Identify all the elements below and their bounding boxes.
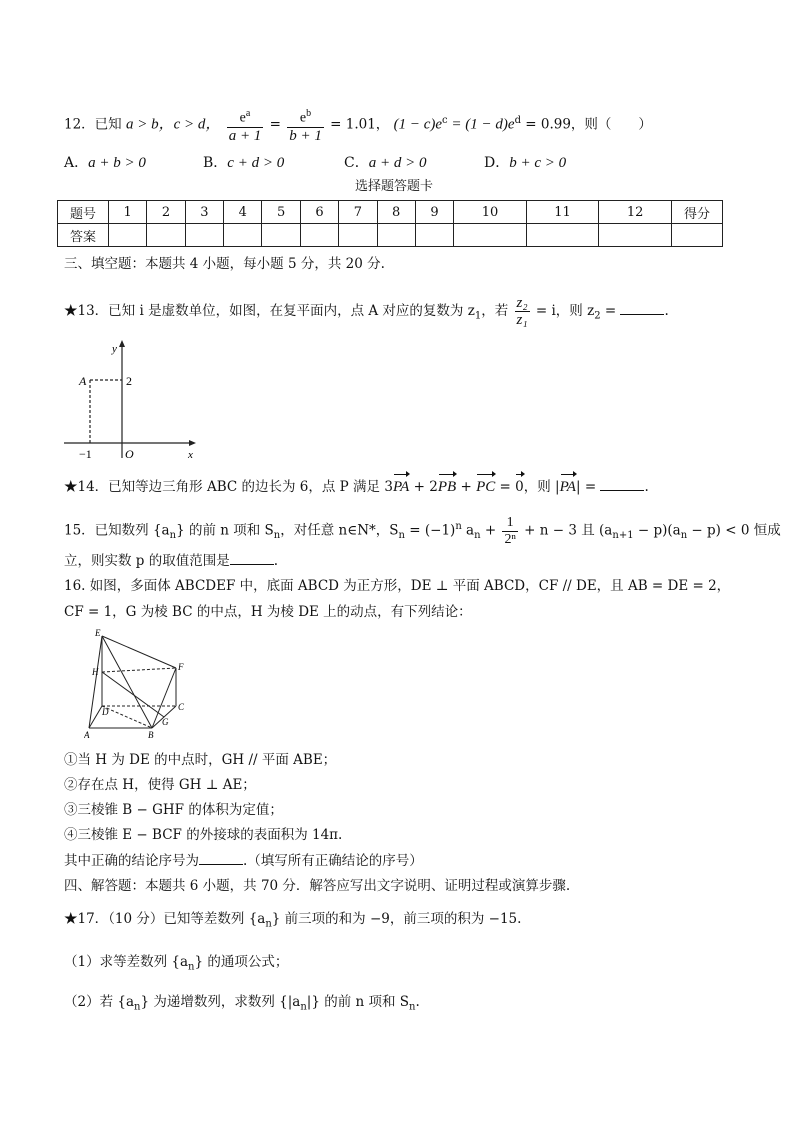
q15-text2: } 的前 n 项和 S (176, 522, 274, 539)
q17-part2-sub2: n (300, 1001, 307, 1013)
answer-cell[interactable] (262, 224, 300, 247)
answer-card-table (57, 200, 723, 247)
q16-label-d: D (102, 707, 109, 717)
answer-cell[interactable] (599, 224, 672, 247)
answer-card-score-label: 得分 (672, 201, 723, 224)
q15-text1: 15．已知数列 {a (64, 522, 170, 539)
q12-cond2-sup: c (442, 115, 448, 126)
answer-card-number: 3 (185, 201, 223, 224)
q17-part2 (64, 992, 420, 1018)
q12-option-a-text: a + b > 0 (88, 155, 146, 171)
q17-stem (64, 909, 521, 935)
q15-text4-sup: n (455, 521, 462, 532)
q13-point-a-label: A (79, 374, 87, 388)
q12-cond2: (1 − c)e (393, 116, 443, 133)
answer-card-number: 5 (262, 201, 300, 224)
q16-label-g: G (162, 717, 169, 727)
q14-vec-pa: PA (392, 479, 410, 495)
q15-text3: ，对任意 n∈N*，S (280, 522, 399, 539)
q12-frac1 (227, 106, 264, 144)
q12-option-a (64, 152, 146, 172)
q17-head: ★17．（10 分）已知等差数列 {a (64, 911, 266, 927)
q12-option-a-letter: A． (64, 155, 89, 171)
section-4-heading: 四、解答题：本题共 6 小题，共 70 分．解答应写出文字说明、证明过程或演算步骤. (64, 878, 571, 894)
q13-x-label: x (188, 449, 193, 461)
q15-text9: − p) < 0 恒成 (687, 522, 781, 539)
q13-figure (64, 338, 204, 463)
answer-card-number: 9 (415, 201, 453, 224)
answer-card-number: 12 (599, 201, 672, 224)
q14-vec-pc: PC (476, 479, 496, 495)
q12-option-d (484, 152, 566, 172)
q16-edge-ea (89, 636, 102, 728)
q14-vec-zero: 0 (515, 479, 524, 495)
q15-frac-den: 2ⁿ (504, 531, 516, 547)
answer-cell[interactable] (377, 224, 415, 247)
answer-card-title: 选择题答题卡 (355, 179, 434, 194)
answer-card-row-numbers (58, 201, 723, 224)
q12-frac2-num: e (299, 110, 307, 126)
q15-text5-sub: n (474, 530, 481, 542)
q16-answer-blank[interactable] (199, 850, 243, 865)
q12-frac2-den: b + 1 (289, 127, 322, 144)
q12-frac2 (287, 106, 324, 144)
q12-cond3-sup: d (514, 115, 521, 126)
q15-line2 (64, 550, 278, 571)
q14-vec-pb: PB (437, 479, 457, 495)
answer-cell[interactable] (109, 224, 147, 247)
q14-text1: ★14．已知等边三角形 ABC 的边长为 6，点 P 满足 3 (64, 479, 393, 495)
q17-part2-sub: n (134, 1001, 141, 1013)
q13-frac (515, 295, 530, 328)
q17-part2-sub3: n (409, 1001, 416, 1013)
q14-eq: = (495, 479, 516, 495)
q16-line2: CF = 1，G 为棱 BC 的中点，H 为棱 DE 上的动点，有下列结论： (64, 604, 472, 620)
answer-cell[interactable] (147, 224, 185, 247)
q13-tick-neg1: −1 (79, 447, 92, 461)
q15-text8-sub: n (680, 530, 688, 542)
q16-edge-db (102, 706, 152, 728)
answer-card-number: 8 (377, 201, 415, 224)
q15-text7-sub: n+1 (612, 530, 634, 542)
q15-text4: = (−1) (404, 522, 456, 539)
q12-cond3: = (1 − d)e (447, 116, 515, 133)
answer-cell[interactable] (415, 224, 453, 247)
q16-answer-text: 其中正确的结论序号为 (64, 853, 199, 869)
q13-frac-den: z₁ (516, 312, 528, 328)
q13-stem (64, 294, 669, 328)
answer-cell[interactable] (454, 224, 527, 247)
answer-card-number: 7 (339, 201, 377, 224)
q14-text2: ，则 | (523, 479, 560, 495)
q13-text2: ，若 (481, 303, 509, 319)
q17-part2-mid: } 为递增数列，求数列 {|a (140, 994, 301, 1010)
q13-text1-sub: 1 (474, 310, 482, 322)
q12-eq1: = (269, 116, 281, 133)
q16-figure (84, 628, 194, 740)
q16-edge-hf (102, 668, 176, 672)
q17-part1-text: （1）求等差数列 {a (64, 954, 189, 970)
q14-answer-blank[interactable] (600, 476, 644, 491)
q12-frac1-sup: a (245, 108, 251, 120)
q17-part2-end: |} 的前 n 项和 S (306, 994, 410, 1010)
q12-option-b (203, 152, 284, 172)
q17-part2-text: （2）若 {a (64, 994, 135, 1010)
q12-option-c-text: a + d > 0 (368, 155, 427, 171)
q12-eq2: = 1.01， (330, 116, 390, 133)
q15-text7: + n − 3 且 (a (519, 522, 613, 539)
q15-frac-num: 1 (502, 515, 517, 532)
q12-label: 12．已知 (64, 116, 122, 133)
answer-card-number: 2 (147, 201, 185, 224)
q15-text8: − p)(a (633, 522, 681, 539)
q12-option-b-text: c + d > 0 (227, 155, 285, 171)
q13-answer-blank[interactable] (620, 300, 664, 315)
q15-answer-blank[interactable] (230, 550, 274, 565)
q15-line2-end: . (273, 553, 279, 569)
q13-end: . (664, 303, 669, 319)
q13-text3-sub: 2 (594, 310, 601, 322)
q12-frac2-sup: b (306, 108, 312, 120)
section-3-heading: 三、填空题：本题共 4 小题，每小题 5 分，共 20 分. (64, 256, 385, 272)
q16-label-c: C (178, 702, 185, 712)
q12-cond4: = 0.99，则（ ） (520, 116, 652, 133)
q16-conclusion-4: ④三棱锥 E − BCF 的外接球的表面积为 14π. (64, 827, 343, 843)
q14-plus2: + (456, 479, 477, 495)
q12-stem (64, 104, 652, 144)
q13-text4: = (600, 303, 617, 319)
q15-text2-sub: n (273, 530, 281, 542)
q16-label-f: F (178, 662, 184, 672)
q15-stem (64, 510, 781, 547)
answer-cell[interactable] (339, 224, 377, 247)
q16-conclusion-1: ①当 H 为 DE 的中点时，GH // 平面 ABE； (64, 752, 337, 768)
answer-card-row-answers (58, 224, 723, 247)
q16-edge-eb (102, 636, 152, 728)
q16-conclusion-3: ③三棱锥 B − GHF 的体积为定值； (64, 802, 283, 818)
q13-y-label: y (112, 343, 117, 355)
q12-option-b-letter: B． (203, 155, 228, 171)
answer-card-number: 10 (454, 201, 527, 224)
answer-card-label-answer: 答案 (58, 224, 109, 247)
answer-card-number: 11 (526, 201, 599, 224)
answer-cell-score[interactable] (672, 224, 723, 247)
q15-text1-sub: n (169, 530, 177, 542)
q16-answer-line (64, 850, 423, 871)
q15-line2-text: 立，则实数 p 的取值范围是 (64, 553, 230, 569)
answer-card-label-number: 题号 (58, 201, 109, 224)
q12-option-d-letter: D． (484, 155, 510, 171)
q14-text3: | = (575, 479, 597, 495)
q17-head2: } 前三项的和为 −9，前三项的积为 −15. (271, 911, 522, 927)
q16-label-e: E (95, 628, 101, 638)
q16-label-b: B (148, 730, 154, 740)
answer-cell[interactable] (526, 224, 599, 247)
q16-conclusion-2: ②存在点 H，使得 GH ⊥ AE； (64, 777, 256, 793)
answer-cell[interactable] (300, 224, 338, 247)
q14-end: . (644, 479, 649, 495)
q12-option-c (344, 152, 426, 172)
q13-origin-label: O (125, 447, 134, 461)
q13-y-arrow-icon (119, 340, 125, 347)
q15-text6: + (480, 522, 497, 539)
q12-cond1: a > b，c > d， (125, 116, 221, 133)
q14-stem (64, 476, 649, 497)
q16-line1: 16. 如图，多面体 ABCDEF 中，底面 ABCD 为正方形，DE ⊥ 平面 ABCD，CF // DE，且 AB = DE = 2， (64, 578, 731, 594)
q16-edge-ef (102, 636, 176, 668)
q12-frac1-num: e (239, 110, 246, 126)
q12-option-c-letter: C． (344, 155, 369, 171)
q16-label-a: A (84, 730, 90, 740)
q15-frac (502, 515, 517, 548)
q17-part1-end: } 的通项公式； (194, 954, 289, 970)
answer-card-number: 1 (109, 201, 147, 224)
answer-card-number: 4 (224, 201, 262, 224)
q15-text3-sub: n (398, 530, 405, 542)
q16-answer-hint: .（填写所有正确结论的序号） (243, 853, 423, 869)
q13-x-arrow-icon (189, 440, 196, 446)
q15-text5: a (461, 522, 475, 539)
q12-frac1-den: a + 1 (228, 127, 262, 144)
q17-part2-dot: . (415, 994, 420, 1010)
q13-text3: = i，则 z (531, 303, 595, 319)
q12-option-d-text: b + c > 0 (509, 155, 567, 171)
answer-card-number: 6 (300, 201, 338, 224)
q13-text1: ★13．已知 i 是虚数单位，如图，在复平面内，点 A 对应的复数为 z (64, 303, 475, 319)
q17-head-sub: n (265, 918, 272, 930)
answer-cell[interactable] (185, 224, 223, 247)
q16-label-h: H (92, 667, 99, 677)
answer-cell[interactable] (224, 224, 262, 247)
q13-frac-num: z₂ (516, 295, 528, 311)
q14-plus1: + 2 (409, 479, 438, 495)
q17-part1-sub: n (188, 961, 195, 973)
q17-part1 (64, 952, 288, 978)
q14-vec-pa-abs: PA (559, 479, 576, 495)
q13-tick-2: 2 (126, 374, 132, 388)
